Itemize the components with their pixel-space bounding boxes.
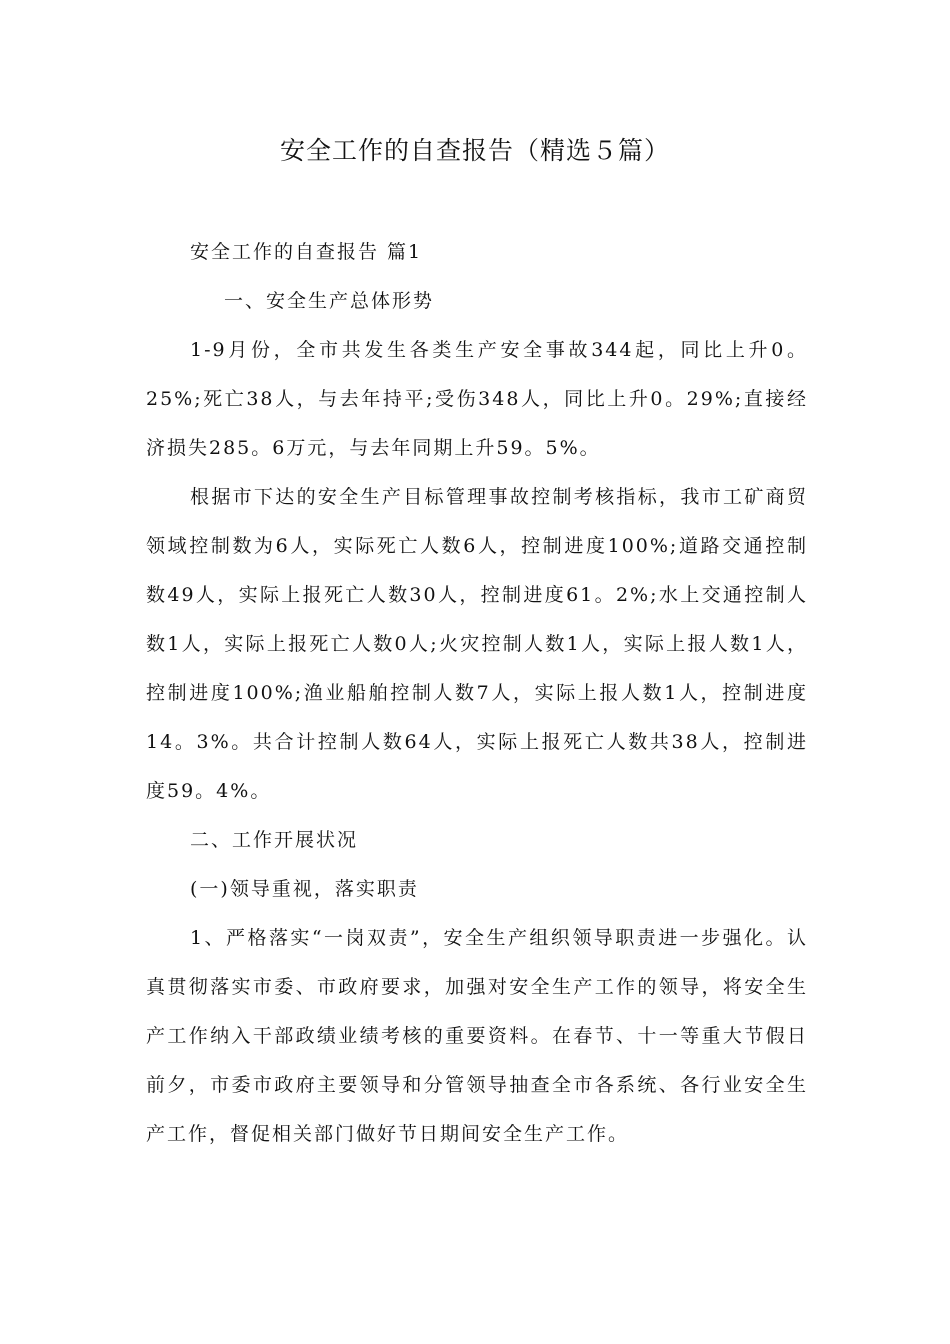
paragraph-heading-1: 一、安全生产总体形势: [224, 290, 435, 312]
section-heading: 安全工作的自查报告 篇1: [190, 241, 423, 263]
paragraph-control-targets: 根据市下达的安全生产目标管理事故控制考核指标，我市工矿商贸领域控制数为6人，实际死亡人数6人，控制进度100%;道路交通控制数49人，实际上报死亡人数30人，控制进度61。2%;水上交通控制人数1人，实际上报死亡人数0人;火灾控制人数1人，实际上报人数1人，控制进度100%;渔业船舶控制人数7人，实际上报人数1人，控制进度14。3%。共合计控制人数64人，实际上报死亡人数共38人，控制进度59。4%。: [146, 486, 808, 802]
paragraph-heading-2: 二、工作开展状况: [190, 829, 359, 851]
document-body: [146, 228, 808, 1159]
document-title: 安全工作的自查报告（精选５篇）: [279, 136, 670, 165]
paragraph-responsibility: 1、严格落实“一岗双责”，安全生产组织领导职责进一步强化。认真贯彻落实市委、市政府要求，加强对安全生产工作的领导，将安全生产工作纳入干部政绩业绩考核的重要资料。在春节、十一等重大节假日前夕，市委市政府主要领导和分管领导抽查全市各系统、各行业安全生产工作，督促相关部门做好节日期间安全生产工作。: [146, 927, 808, 1145]
paragraph-accident-stats: 1-9月份，全市共发生各类生产安全事故344起，同比上升0。25%;死亡38人，与去年持平;受伤348人，同比上升0。29%;直接经济损失285。6万元，与去年同期上升59。5%。: [146, 339, 808, 459]
paragraph-subheading-1: (一)领导重视，落实职责: [190, 878, 419, 900]
